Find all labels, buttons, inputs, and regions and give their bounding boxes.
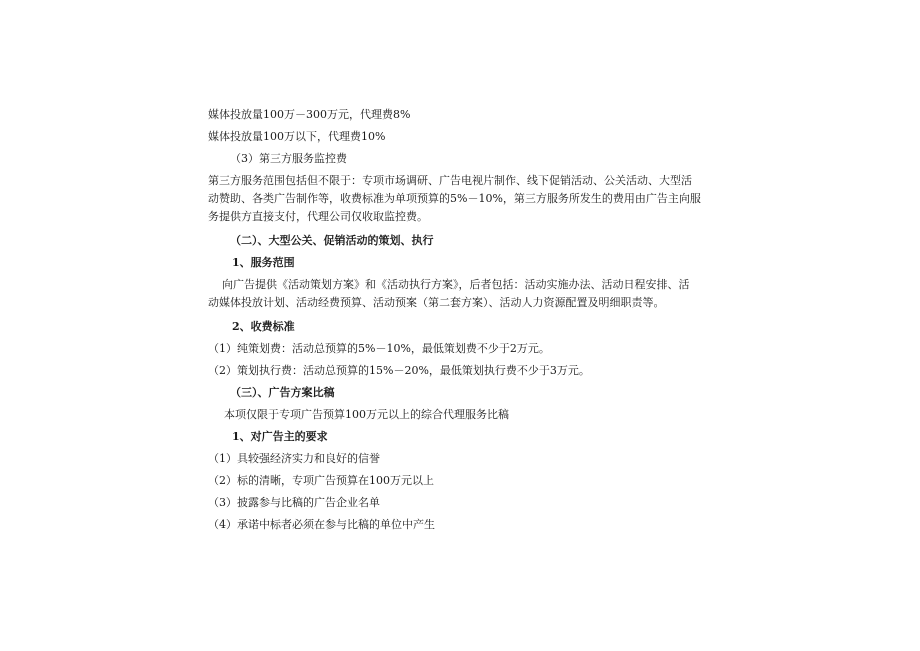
service-scope-paragraph	[208, 276, 718, 312]
requirement-item: （3）披露参与比稿的广告企业名单	[208, 496, 380, 509]
body-line: 本项仅限于专项广告预算100万元以上的综合代理服务比稿	[224, 408, 509, 421]
subsection-heading: 2、收费标准	[232, 320, 295, 333]
subsection-title: （3）第三方服务监控费	[230, 152, 347, 165]
section-heading: （三）、广告方案比稿	[230, 386, 335, 399]
paragraph-line: 第三方服务范围包括但不限于：专项市场调研、广告电视片制作、线下促销活动、公关活动、大型活	[208, 174, 692, 187]
paragraph-line: 动媒体投放计划、活动经费预算、活动预案（第二套方案）、活动人力资源配置及明细职责等。	[208, 296, 665, 309]
paragraph-line: 动赞助、各类广告制作等，收费标准为单项预算的5%－10%，第三方服务所发生的费用由广告主向服	[208, 192, 701, 205]
fee-item: （1）纯策划费：活动总预算的5%－10%，最低策划费不少于2万元。	[208, 342, 550, 355]
paragraph-line: 向广告提供《活动策划方案》和《活动执行方案》，后者包括：活动实施办法、活动日程安排、活	[222, 278, 690, 291]
fee-tier-line: 媒体投放量100万以下，代理费10%	[208, 130, 386, 143]
requirement-item: （4）承诺中标者必须在参与比稿的单位中产生	[208, 518, 435, 531]
document-page	[208, 104, 718, 536]
subsection-heading: 1、对广告主的要求	[232, 430, 328, 443]
requirement-item: （2）标的清晰，专项广告预算在100万元以上	[208, 474, 434, 487]
fee-tier-line: 媒体投放量100万－300万元，代理费8%	[208, 108, 411, 121]
third-party-paragraph	[208, 172, 718, 226]
subsection-heading: 1、服务范围	[232, 256, 295, 269]
fee-item: （2）策划执行费：活动总预算的15%－20%，最低策划执行费不少于3万元。	[208, 364, 590, 377]
requirement-item: （1）具较强经济实力和良好的信誉	[208, 452, 380, 465]
paragraph-line: 务提供方直接支付，代理公司仅收取监控费。	[208, 210, 428, 223]
section-heading: （二）、大型公关、促销活动的策划、执行	[230, 234, 434, 247]
